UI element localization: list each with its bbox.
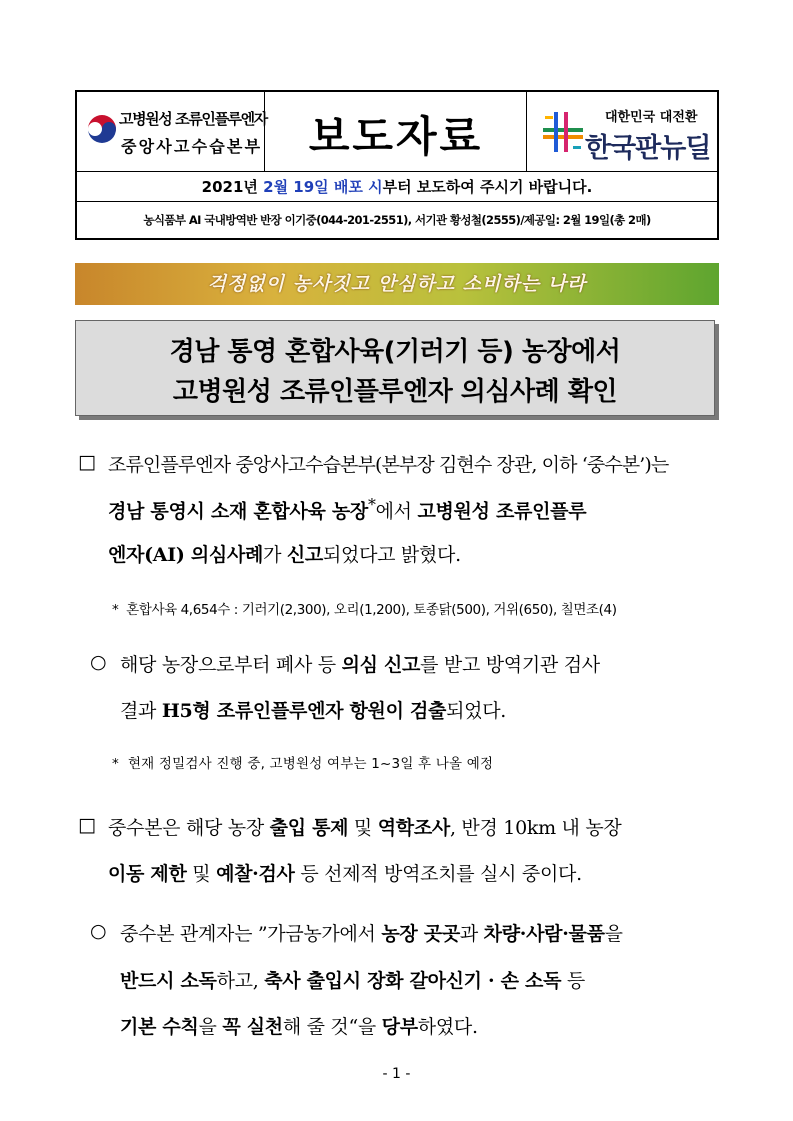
newdeal-subtitle: 대한민국 대전환	[605, 110, 698, 125]
release-prefix: 2021년	[201, 178, 264, 196]
p2-line2	[120, 696, 506, 723]
p2-text: 결과	[120, 700, 162, 722]
p3-bold-inspection: 예찰·검사	[216, 863, 295, 885]
document-title: 보도자료	[308, 112, 484, 161]
headline-box	[75, 320, 715, 416]
p2-text: 해당 농장으로부터 폐사 등	[120, 654, 342, 676]
press-release-header	[75, 90, 719, 240]
p4-bold-farm: 농장 곳곳	[381, 923, 460, 945]
footnote-2-text: 현재 정밀검사 진행 중, 고병원성 여부는 1~3일 후 나올 예정	[127, 756, 494, 772]
p3-text: 및	[348, 817, 378, 839]
p3-text: 등 선제적 방역조치를 실시 중이다.	[294, 863, 582, 885]
p4-bold-rules: 기본 수칙	[120, 1016, 199, 1038]
p3-bold-epidemiology: 역학조사	[377, 817, 450, 839]
headline-line2: 고병원성 조류인플루엔자 의심사례 확인	[172, 377, 618, 407]
p1-text: 에서	[375, 500, 418, 523]
p4-text: 해 줄 것“을	[282, 1016, 382, 1038]
p3-text: 및	[186, 863, 217, 885]
government-emblem-icon	[85, 112, 119, 146]
page-number: - 1 -	[382, 1066, 411, 1082]
circle-bullet: ○	[90, 920, 107, 942]
p4-line2	[120, 966, 585, 993]
footnote-mark: *	[112, 602, 119, 618]
p3-line1	[108, 813, 621, 840]
p4-text: 하고,	[216, 970, 265, 992]
footnote-2	[112, 752, 493, 772]
p1-bold-ai: 고병원성 조류인플루	[417, 500, 587, 523]
p4-text: 등	[561, 970, 585, 992]
p1-line1: 조류인플루엔자 중앙사고수습본부(본부장 김현수 장관, 이하 ‘중수본’)는	[108, 454, 669, 476]
circle-bullet: ○	[90, 651, 107, 673]
p4-text: 하였다.	[417, 1016, 478, 1038]
org-name-line1: 고병원성 조류인플루엔자	[119, 110, 267, 128]
p1-line3	[108, 540, 461, 567]
release-suffix: 부터 보도하여 주시기 바랍니다.	[382, 178, 593, 196]
headline-line1: 경남 통영 혼합사육(기러기 등) 농장에서	[169, 337, 621, 367]
p1-line2	[108, 495, 586, 523]
p3-text: 중수본은 해당 농장	[108, 817, 270, 839]
p1-bold-report: 신고	[286, 544, 323, 566]
p4-bold-vehicles: 차량·사람·물품	[483, 923, 605, 945]
contact-row: 농식품부 AI 국내방역반 반장 이기중(044-201-2551), 서기관 황성철(2555)/제공일: 2월 19일(총 2매)	[143, 213, 651, 227]
p1-bold-suspect: 엔자(AI) 의심사례	[108, 544, 264, 566]
p1-note-mark: *	[367, 495, 376, 514]
square-bullet: □	[78, 451, 96, 473]
p2-text: 되었다.	[446, 700, 506, 722]
footnote-mark: *	[112, 756, 119, 772]
release-date-row	[77, 172, 717, 202]
organization-logo-cell	[77, 92, 265, 172]
p4-text: 중수본 관계자는 ”가금농가에서	[120, 923, 382, 945]
p4-bold-request: 당부	[381, 1016, 418, 1038]
p3-line2	[108, 859, 582, 886]
p2-bold-detected: H5형 조류인플루엔자 항원이 검출	[161, 700, 447, 722]
newdeal-title: 한국판뉴딜	[585, 133, 711, 164]
p1-text: 되었다고 밝혔다.	[322, 544, 461, 566]
release-date: 2월 19일 배포 시	[263, 178, 383, 196]
square-bullet: □	[78, 814, 96, 836]
p1-text: 가	[263, 544, 287, 566]
p4-line3	[120, 1012, 478, 1039]
p4-bold-boots: 축사 출입시 장화 갈아신기 · 손 소독	[264, 970, 562, 992]
slogan-banner	[75, 263, 719, 305]
p4-text: 을	[604, 923, 623, 945]
p4-line1	[120, 919, 623, 946]
header-top-row	[77, 92, 717, 172]
p3-bold-movement: 이동 제한	[108, 863, 187, 885]
slogan-text: 걱정없이 농사짓고 안심하고 소비하는 나라	[207, 273, 587, 295]
p2-line1	[120, 650, 600, 677]
p4-text: 과	[459, 923, 484, 945]
footnote-1-text: 혼합사육 4,654수 : 기러기(2,300), 오리(1,200), 토종닭(500), 거위(650), 칠면조(4)	[126, 602, 617, 618]
org-name-line2: 중앙사고수습본부	[121, 137, 263, 156]
p2-text: 를 받고 방역기관 검사	[420, 654, 600, 676]
p2-bold-report: 의심 신고	[341, 654, 421, 676]
p4-bold-practice: 꼭 실천	[222, 1016, 283, 1038]
newdeal-logo-cell	[527, 92, 717, 172]
p4-text: 을	[198, 1016, 223, 1038]
title-cell	[265, 92, 527, 172]
p3-text: , 반경 10km 내 농장	[449, 817, 622, 839]
newdeal-logo-icon	[539, 108, 587, 156]
p3-bold-access: 출입 통제	[269, 817, 349, 839]
footnote-1	[112, 598, 617, 618]
p4-bold-disinfect: 반드시 소독	[120, 970, 217, 992]
p1-bold-farm: 경남 통영시 소재 혼합사육 농장	[108, 500, 368, 523]
